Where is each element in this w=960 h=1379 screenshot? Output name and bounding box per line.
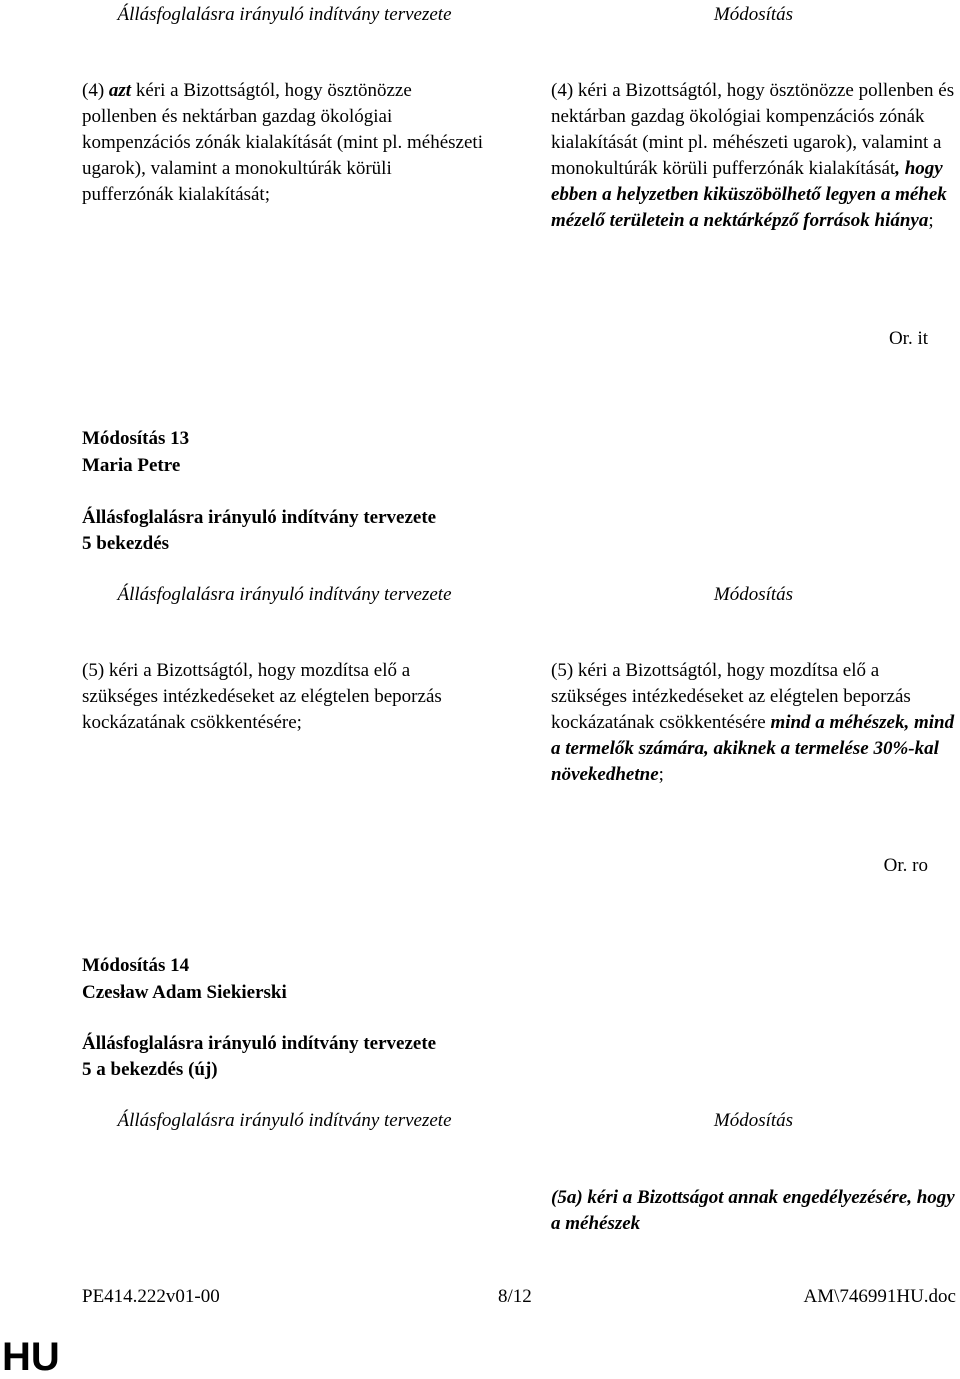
amendment-14-paragraph-ref: 5 a bekezdés (új) bbox=[82, 1059, 218, 1080]
amendment-13-original-text: (5) kéri a Bizottságtól, hogy mozdítsa elő a szükséges intézkedéseket az elégtelen beporzás kockázatának csökkentésére; bbox=[82, 660, 442, 733]
amendment-13-paragraph-ref: 5 bekezdés bbox=[82, 533, 170, 554]
amendment-13-right-header: Módosítás bbox=[713, 584, 794, 605]
left-column-header: Állásfoglalásra irányuló indítvány tervezete bbox=[117, 4, 452, 25]
amendment-14-left-header: Állásfoglalásra irányuló indítvány tervezete bbox=[117, 1110, 452, 1131]
amendment-13-reference: Állásfoglalásra irányuló indítvány tervezete bbox=[82, 507, 437, 528]
footer-document-reference: PE414.222v01-00 bbox=[82, 1286, 220, 1307]
amendment-14-title: Módosítás 14 bbox=[82, 955, 190, 976]
amendment-14-amended-text: (5a) kéri a Bizottságot annak engedélyezésére, hogy a méhészek bbox=[551, 1187, 955, 1234]
amended-text-paragraph-4: (4) kéri a Bizottságtól, hogy ösztönözze pollenben és nektárban gazdag ökológiai kompenzációs zónák kialakítását (mint pl. méhészeti ugarok), valamint a monokultúrák körüli pufferzónák kialakítását, hogy ebben a helyzetben kiküszöbölhető legyen a méhek mézelő területein a nektárképző források hiánya; bbox=[551, 80, 955, 231]
amendment-14-author: Czesław Adam Siekierski bbox=[82, 982, 287, 1003]
amendment-14-reference: Állásfoglalásra irányuló indítvány tervezete bbox=[82, 1033, 437, 1054]
original-text-paragraph-4: (4) azt kéri a Bizottságtól, hogy ösztönözze pollenben és nektárban gazdag ökológiai kompenzációs zónák kialakítását (mint pl. méhészeti ugarok), valamint a monokultúrák körüli pufferzónák kialakítását; bbox=[82, 80, 483, 205]
original-language-ro: Or. ro bbox=[883, 855, 928, 876]
amendment-13-amended-text: (5) kéri a Bizottságtól, hogy mozdítsa elő a szükséges intézkedéseket az elégtelen beporzás kockázatának csökkentésére mind a méhészek, mind a termelők számára, akiknek a termelése 30%-kal növekedhetne; bbox=[551, 660, 955, 785]
amendment-14-right-header: Módosítás bbox=[713, 1110, 794, 1131]
original-language-it: Or. it bbox=[888, 328, 928, 349]
footer-file-name: AM\746991HU.doc bbox=[803, 1286, 956, 1307]
footer-page-number: 8/12 bbox=[498, 1286, 532, 1307]
language-code: HU bbox=[2, 1335, 60, 1379]
amendment-13-author: Maria Petre bbox=[82, 455, 181, 476]
right-column-header: Módosítás bbox=[713, 4, 794, 25]
amendment-13-title: Módosítás 13 bbox=[82, 428, 190, 449]
amendment-13-left-header: Állásfoglalásra irányuló indítvány tervezete bbox=[117, 584, 452, 605]
